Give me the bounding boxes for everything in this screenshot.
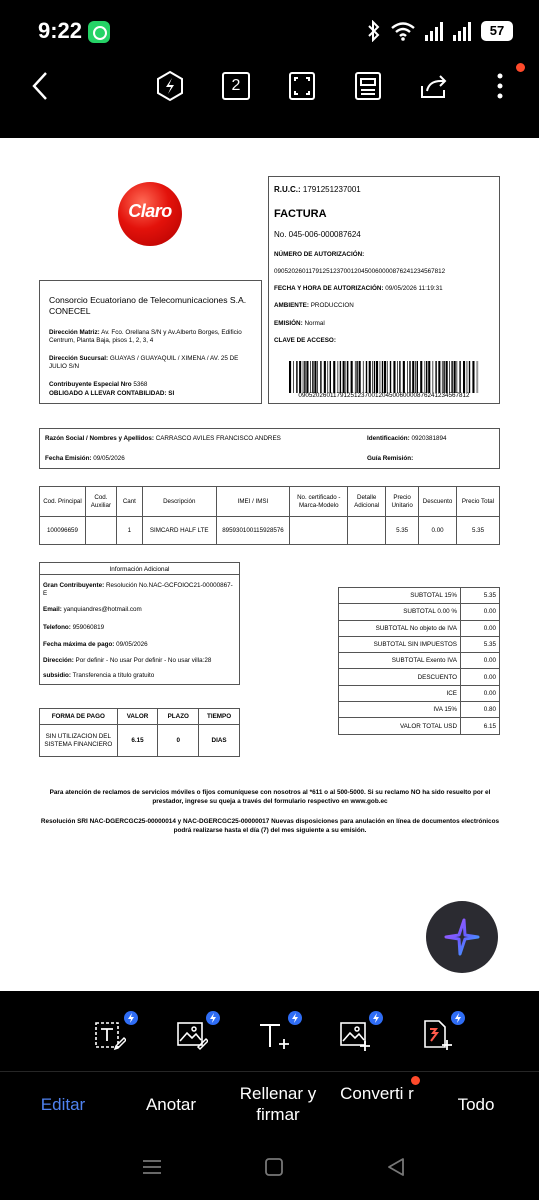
total-label: IVA 15% (339, 702, 461, 718)
list-item (43, 624, 236, 632)
ruc-label: R.U.C.: (274, 185, 301, 194)
barcode-bar (310, 361, 311, 393)
additional-info-title: Información Adicional (109, 566, 170, 573)
tab-convertir[interactable]: Converti r (340, 1084, 414, 1103)
list-item (43, 641, 236, 649)
issue-date: 09/05/2026 (93, 455, 125, 462)
back-button[interactable] (22, 68, 58, 104)
col-cod-auxiliar: Cod. Auxiliar (85, 487, 116, 517)
items-header-row (40, 487, 500, 517)
barcode-bar (359, 361, 361, 393)
barcode-bar (390, 361, 391, 393)
item-aux (85, 517, 116, 545)
text-edit-icon (94, 1019, 126, 1051)
emission-label: EMISIÓN: (274, 320, 303, 327)
claro-logo-text: Claro (128, 201, 172, 221)
barcode-bar (346, 361, 347, 393)
total-value: 0.00 (461, 669, 500, 685)
barcode-bar (363, 361, 364, 393)
barcode-bar (454, 361, 456, 393)
image-edit-icon (176, 1019, 208, 1051)
top-toolbar (0, 62, 539, 138)
barcode-bar (380, 361, 381, 393)
payment-time: DIAS (199, 725, 240, 757)
info-value: Transferencia a título gratuito (72, 672, 155, 679)
barcode-bar (425, 361, 426, 393)
info-label: Email: (43, 606, 62, 613)
total-label: SUBTOTAL 0.00 % (339, 604, 461, 620)
tab-anotar[interactable]: Anotar (145, 1095, 197, 1114)
status-time: 9:22 (38, 18, 83, 43)
total-value: 0.00 (461, 653, 500, 669)
barcode-bar (412, 361, 414, 393)
barcode-bar (459, 361, 460, 393)
barcode-bar (351, 361, 353, 393)
info-label: Dirección: (43, 657, 74, 664)
redact-document-icon (421, 1019, 453, 1051)
quick-action-button[interactable] (152, 68, 188, 104)
total-value: 0.00 (461, 685, 500, 701)
sparkle-ai-icon (442, 917, 482, 957)
share-icon (419, 72, 449, 100)
barcode-bar (356, 361, 357, 393)
tab-todo[interactable]: Todo (457, 1095, 495, 1114)
col-precio-total: Precio Total (457, 487, 500, 517)
system-back-button[interactable] (387, 1158, 405, 1181)
whatsapp-icon (88, 21, 110, 43)
total-value: 6.15 (461, 718, 500, 734)
payment-header-row (40, 709, 240, 725)
invoice-number: No. 045-006-000087624 (274, 230, 361, 239)
total-label: DESCUENTO (339, 669, 461, 685)
total-value: 0.80 (461, 702, 500, 718)
customer-label: Razón Social / Nombres y Apellidos: (45, 435, 154, 442)
payment-value: 6.15 (117, 725, 158, 757)
barcode-bar (384, 361, 386, 393)
table-row (339, 620, 500, 636)
items-table (39, 486, 500, 545)
table-row (339, 702, 500, 718)
barcode-bar (374, 361, 375, 393)
remission-label: Guía Remisión: (367, 455, 414, 462)
total-value: 5.35 (461, 588, 500, 604)
payment-method: SIN UTILIZACION DEL SISTEMA FINANCIERO (40, 725, 118, 757)
barcode-bar (372, 361, 373, 393)
info-value: 959060819 (72, 624, 105, 631)
barcode-bar (304, 361, 305, 393)
totals-table (338, 587, 500, 735)
wifi-icon (391, 21, 415, 41)
col-detalle: Detalle Adicional (348, 487, 386, 517)
total-label: SUBTOTAL No objeto de IVA (339, 620, 461, 636)
signal-icon-1 (425, 21, 443, 41)
barcode-bar (415, 361, 416, 393)
tab-editar[interactable]: Editar (40, 1095, 86, 1114)
item-code: 100096659 (40, 517, 86, 545)
total-label: SUBTOTAL SIN IMPUESTOS (339, 636, 461, 652)
table-row (339, 604, 500, 620)
document-view-icon (354, 71, 382, 101)
barcode-bar (407, 361, 408, 393)
payment-col-forma: FORMA DE PAGO (40, 709, 118, 725)
barcode-bar (327, 361, 328, 393)
total-label: SUBTOTAL Exento IVA (339, 653, 461, 669)
barcode-bar (443, 361, 444, 393)
barcode-bar (299, 361, 301, 393)
table-row (40, 517, 500, 545)
total-label: ICE (339, 685, 461, 701)
invoice-document[interactable] (0, 138, 539, 991)
invoice-header-box (268, 176, 500, 404)
barcode-bar (428, 361, 430, 393)
auth-number: 0905202601179125123700120450060000876241234567812 (274, 268, 446, 275)
environment-label: AMBIENTE: (274, 302, 309, 309)
barcode-bar (312, 361, 313, 393)
item-cert (290, 517, 348, 545)
barcode-bar (333, 361, 335, 393)
status-bar (0, 0, 539, 62)
barcode-bar (477, 361, 478, 393)
info-value: 09/05/2026 (116, 641, 148, 648)
barcode-bar (399, 361, 400, 393)
barcode-bar (463, 361, 465, 393)
customer-name: CARRASCO AVILES FRANCISCO ANDRES (155, 435, 281, 442)
payment-col-tiempo: TIEMPO (199, 709, 240, 725)
page-count-button[interactable] (218, 68, 254, 104)
special-taxpayer-label: Contribuyente Especial Nro (49, 381, 132, 388)
barcode-bar (347, 361, 348, 393)
payment-term: 0 (158, 725, 199, 757)
id-label: Identificación: (367, 435, 410, 442)
branch: GUAYAS / GUAYAQUIL / XIMENA / AV. 25 DE JULIO S/N (49, 355, 239, 370)
table-row (339, 588, 500, 604)
barcode-bar (426, 361, 427, 393)
sri-resolution-notice: Resolución SRI NAC-DGERCGC25-00000014 y NAC-DGERCGC25-00000017 Nuevas disposiciones para anulación en línea de documentos electrónicos podrá realizarse hasta el día (7) del mes siguiente a su emisión. (40, 818, 500, 834)
total-label: VALOR TOTAL USD (339, 718, 461, 734)
payment-col-valor: VALOR (117, 709, 158, 725)
info-label: Gran Contribuyente: (43, 582, 105, 589)
edit-image-tool[interactable] (176, 1019, 212, 1055)
table-row (339, 653, 500, 669)
add-text-icon (258, 1019, 290, 1051)
table-row (339, 636, 500, 652)
col-precio-unitario: Precio Unitario (386, 487, 419, 517)
item-detail (348, 517, 386, 545)
table-row (40, 725, 240, 757)
edit-tools-bar (0, 991, 539, 1071)
barcode-bar (296, 361, 297, 393)
barcode-bar (314, 361, 316, 393)
add-text-tool[interactable] (258, 1019, 294, 1055)
barcode-bar (369, 361, 371, 393)
signal-icon-2 (453, 21, 471, 41)
claro-logo (118, 182, 182, 246)
table-row (339, 685, 500, 701)
system-nav-bar (0, 1144, 539, 1200)
auth-datetime: 09/05/2026 11:19:31 (385, 285, 443, 292)
barcode-bar (387, 361, 388, 393)
menu-lines-icon (143, 1158, 161, 1176)
barcode-bar (366, 361, 367, 393)
premium-badge-icon (124, 1011, 138, 1025)
barcode-bar (397, 361, 398, 393)
additional-info-box (39, 562, 240, 685)
item-qty: 1 (116, 517, 142, 545)
convertir-notification-dot (411, 1076, 420, 1085)
barcode-bar (317, 361, 318, 393)
edit-text-tool[interactable] (94, 1019, 130, 1055)
back-triangle-icon (387, 1158, 405, 1176)
list-item (43, 657, 239, 665)
barcode-bar (343, 361, 345, 393)
bottom-tab-bar (0, 1072, 539, 1144)
barcode-bar (417, 361, 418, 393)
home-square-icon (265, 1158, 283, 1176)
more-vert-icon (497, 72, 503, 100)
back-arrow-icon (30, 71, 50, 101)
list-item (43, 582, 236, 598)
id-value: 0920381894 (411, 435, 447, 442)
barcode-bar (457, 361, 458, 393)
barcode-bar (330, 361, 331, 393)
barcode-bar (469, 361, 470, 393)
doc-type: FACTURA (274, 208, 327, 220)
col-imei: IMEI / IMSI (216, 487, 290, 517)
barcode-bar (293, 361, 294, 393)
info-label: subsidio: (43, 672, 71, 679)
bluetooth-icon (367, 20, 381, 42)
access-key-label: CLAVE DE ACCESO: (274, 337, 336, 344)
payment-col-plazo: PLAZO (158, 709, 199, 725)
bolt-hexagon-icon (154, 70, 186, 102)
company-info-box (39, 280, 262, 404)
barcode-bar (446, 361, 448, 393)
page-count: 2 (222, 72, 250, 100)
barcode-bar (340, 361, 341, 393)
barcode-bar (438, 361, 440, 393)
info-value: yanquiandres@hotmail.com (63, 606, 142, 613)
access-key-barcode (289, 361, 479, 393)
redact-tool[interactable] (421, 1019, 457, 1055)
barcode-bar (393, 361, 395, 393)
barcode-bar (382, 361, 383, 393)
accounting-value: SI (168, 390, 175, 397)
info-label: Fecha máxima de pago: (43, 641, 115, 648)
notification-dot (516, 63, 525, 72)
environment-value: PRODUCCION (310, 302, 354, 309)
barcode-bar (442, 361, 443, 393)
fit-screen-icon (288, 71, 316, 101)
total-value: 0.00 (461, 604, 500, 620)
col-cod-principal: Cod. Principal (40, 487, 86, 517)
company-name: Consorcio Ecuatoriano de Telecomunicaciones S.A. CONECEL (49, 295, 247, 316)
home-button[interactable] (265, 1158, 283, 1181)
barcode-bar (320, 361, 321, 393)
special-taxpayer: 5368 (133, 381, 148, 388)
fit-screen-button[interactable] (284, 68, 320, 104)
barcode-bar (355, 361, 356, 393)
barcode-bar (435, 361, 436, 393)
ai-assistant-button[interactable] (426, 901, 498, 973)
premium-badge-icon (451, 1011, 465, 1025)
payment-table (39, 708, 240, 757)
col-cant: Cant (116, 487, 142, 517)
premium-badge-icon (206, 1011, 220, 1025)
recent-apps-button[interactable] (143, 1158, 161, 1181)
info-value: Resolución No.NAC-GCFOIOC21-00000867-E (43, 582, 233, 597)
battery-icon: 57 (481, 21, 513, 41)
auth-datetime-label: FECHA Y HORA DE AUTORIZACIÓN: (274, 285, 384, 292)
access-key-value: 0905202601179125123700120450060000876241234567812 (298, 392, 470, 399)
auth-number-label: NÚMERO DE AUTORIZACIÓN: (274, 251, 365, 258)
total-value: 0.00 (461, 620, 500, 636)
col-descripcion: Descripción (142, 487, 216, 517)
item-imei: 895930100115928576 (216, 517, 290, 545)
barcode-bar (467, 361, 468, 393)
item-unit-price: 5.35 (386, 517, 419, 545)
barcode-bar (472, 361, 474, 393)
add-image-icon (339, 1019, 371, 1051)
list-item (43, 672, 236, 680)
info-value: Por definir - No usar Por definir - No usar villa:28 (75, 657, 212, 664)
barcode-bar (420, 361, 422, 393)
head-office-label: Dirección Matriz: (49, 329, 100, 336)
premium-badge-icon (288, 1011, 302, 1025)
issue-date-label: Fecha Emisión: (45, 455, 92, 462)
barcode-bar (409, 361, 410, 393)
barcode-bar (451, 361, 452, 393)
barcode-bar (449, 361, 450, 393)
more-options-button[interactable] (482, 68, 518, 104)
item-total: 5.35 (457, 517, 500, 545)
table-row (339, 669, 500, 685)
share-button[interactable] (416, 68, 452, 104)
total-value: 5.35 (461, 636, 500, 652)
barcode-bar (324, 361, 326, 393)
barcode-bar (289, 361, 291, 393)
emission-value: Normal (304, 320, 325, 327)
claims-notice: Para atención de reclamos de servicios móviles o fijos comuníquese con nosotros al *611 o al 500-5000. Si su reclamo NO ha sido resuelto por el prestador, ingrese su queja a través del formulario respectivo en www.gob.ec (49, 789, 491, 805)
col-descuento: Descuento (419, 487, 457, 517)
add-image-tool[interactable] (339, 1019, 375, 1055)
item-discount: 0.00 (419, 517, 457, 545)
tab-rellenar-firmar[interactable]: Rellenar y firmar (239, 1084, 317, 1124)
list-item (43, 606, 236, 614)
ruc-value: 1791251237001 (302, 185, 361, 194)
info-label: Telefono: (43, 624, 71, 631)
head-office: Av. Fco. Orellana S/N y Av.Alberto Borges, Edificio Centrum, Planta Baja, pisos 1, 2, 3, 4 (49, 329, 242, 344)
barcode-bar (433, 361, 434, 393)
reading-mode-button[interactable] (350, 68, 386, 104)
barcode-bar (306, 361, 308, 393)
accounting-label: OBLIGADO A LLEVAR CONTABILIDAD: (49, 390, 167, 397)
col-certificado: No. certificado - Marca-Modelo (290, 487, 348, 517)
barcode-bar (403, 361, 405, 393)
customer-box (39, 428, 500, 469)
premium-badge-icon (369, 1011, 383, 1025)
barcode-bar (338, 361, 339, 393)
table-row (339, 718, 500, 734)
item-desc: SIMCARD HALF LTE (142, 517, 216, 545)
barcode-bar (376, 361, 378, 393)
barcode-bar (303, 361, 304, 393)
total-label: SUBTOTAL 15% (339, 588, 461, 604)
branch-label: Dirección Sucursal: (49, 355, 109, 362)
